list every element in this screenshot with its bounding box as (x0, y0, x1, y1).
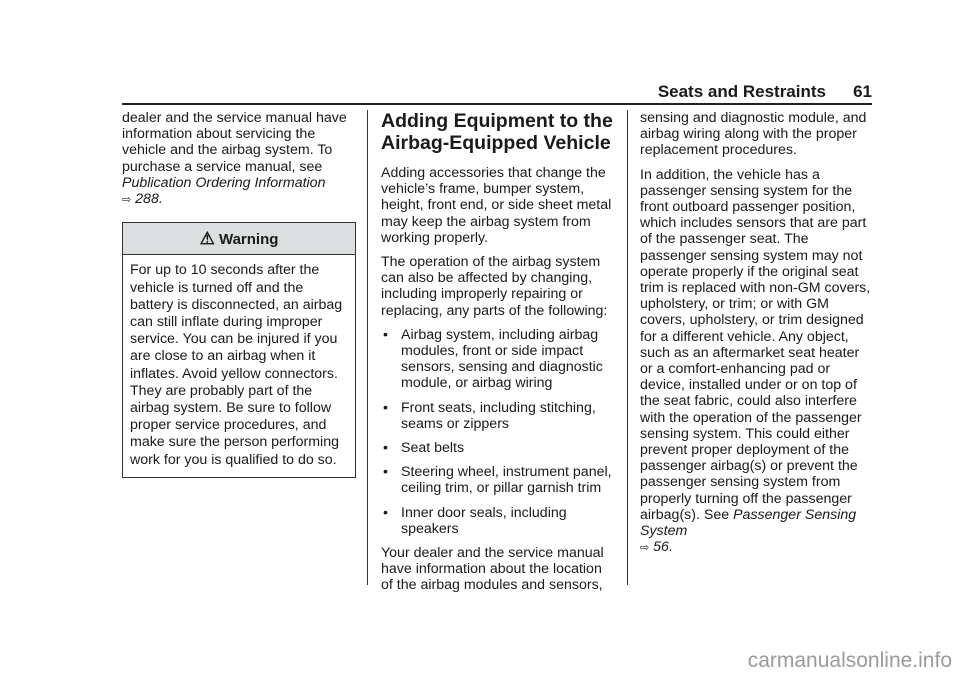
paragraph: Your dealer and the service manual have information about the location of the airbag modules and sensors, (381, 545, 604, 594)
column-2 (381, 108, 615, 602)
list-item: • Airbag system, including airbag modules, front or side impact sensors, sensing and diagnostic module, or airbag wiring (381, 327, 615, 392)
warning-body: For up to 10 seconds after the vehicle is turned off and the battery is disconnected, an airbag can still inflate during improper service. You can be injured if you are close to an airbag when it inflates. Avoid yellow connectors. They are probably part of the airbag system. Be sure to follow proper service procedures, and make sure the person performing work for you is qualified to do so. (130, 262, 343, 468)
paragraph: Adding accessories that change the vehicle’s frame, bumper system, height, front end, or side sheet metal may keep the airbag system from working properly. (381, 165, 612, 246)
page-number: 61 (853, 82, 872, 101)
arrow-icon: ⇨ (122, 194, 132, 207)
list-item: • Steering wheel, instrument panel, ceiling trim, or pillar garnish trim (381, 464, 615, 496)
paragraph (640, 167, 874, 557)
cross-reference-link[interactable]: Passenger Sensing System (640, 506, 857, 540)
column-divider (367, 110, 368, 585)
cross-reference-page[interactable]: 288. (135, 191, 163, 208)
warning-box (122, 222, 356, 478)
warning-triangle-icon: ⚠ (199, 229, 215, 249)
column-3 (640, 110, 874, 564)
paragraph (122, 110, 356, 208)
see-label: See (703, 506, 730, 523)
column-1 (122, 110, 356, 478)
paragraph: sensing and diagnostic module, and airbag wiring along with the proper replacement procedures. (640, 110, 867, 159)
watermark: carmanualsonline.info (747, 649, 952, 672)
bullet-list (381, 327, 615, 537)
cross-reference-page[interactable]: 56. (653, 539, 673, 556)
warning-title: Warning (218, 231, 279, 249)
list-item: • Front seats, including stitching, seams or zippers (381, 400, 615, 432)
section-heading: Adding Equipment to the Airbag-Equipped Vehicle (381, 110, 613, 154)
paragraph-text: dealer and the service manual have information about servicing the vehicle and the airbag system. To purchase a service manual, see (122, 110, 347, 175)
list-item: • Seat belts (381, 440, 615, 456)
arrow-icon: ⇨ (640, 542, 650, 555)
list-item: • Inner door seals, including speakers (381, 505, 615, 537)
paragraph-text: In addition, the vehicle has a passenger sensing system for the front outboard passenger position, which includes sensors that are part of the passenger seat. The passenger sensing system may not operate properly if the original seat trim is replaced with non-GM covers, upholstery, or trim; or with GM covers, upholstery, or trim designed for a different vehicle. Any object, such as an aftermarket seat heater or a comfort-enhancing pad or device, installed under or on top of the seat fabric, could also interfere with the operation of the passenger sensing system. This could either prevent proper deployment of the passenger airbag(s) or prevent the passenger sensing system from properly turning off the passenger airbag(s). (640, 166, 871, 523)
warning-header (123, 223, 355, 255)
cross-reference-link[interactable]: Publication Ordering Information (122, 174, 326, 191)
section-title: Seats and Restraints (657, 82, 826, 101)
paragraph: The operation of the airbag system can also be affected by changing, including improperly repairing or replacing, any parts of the following: (381, 254, 608, 319)
page-header (122, 82, 872, 105)
column-divider (627, 110, 628, 585)
